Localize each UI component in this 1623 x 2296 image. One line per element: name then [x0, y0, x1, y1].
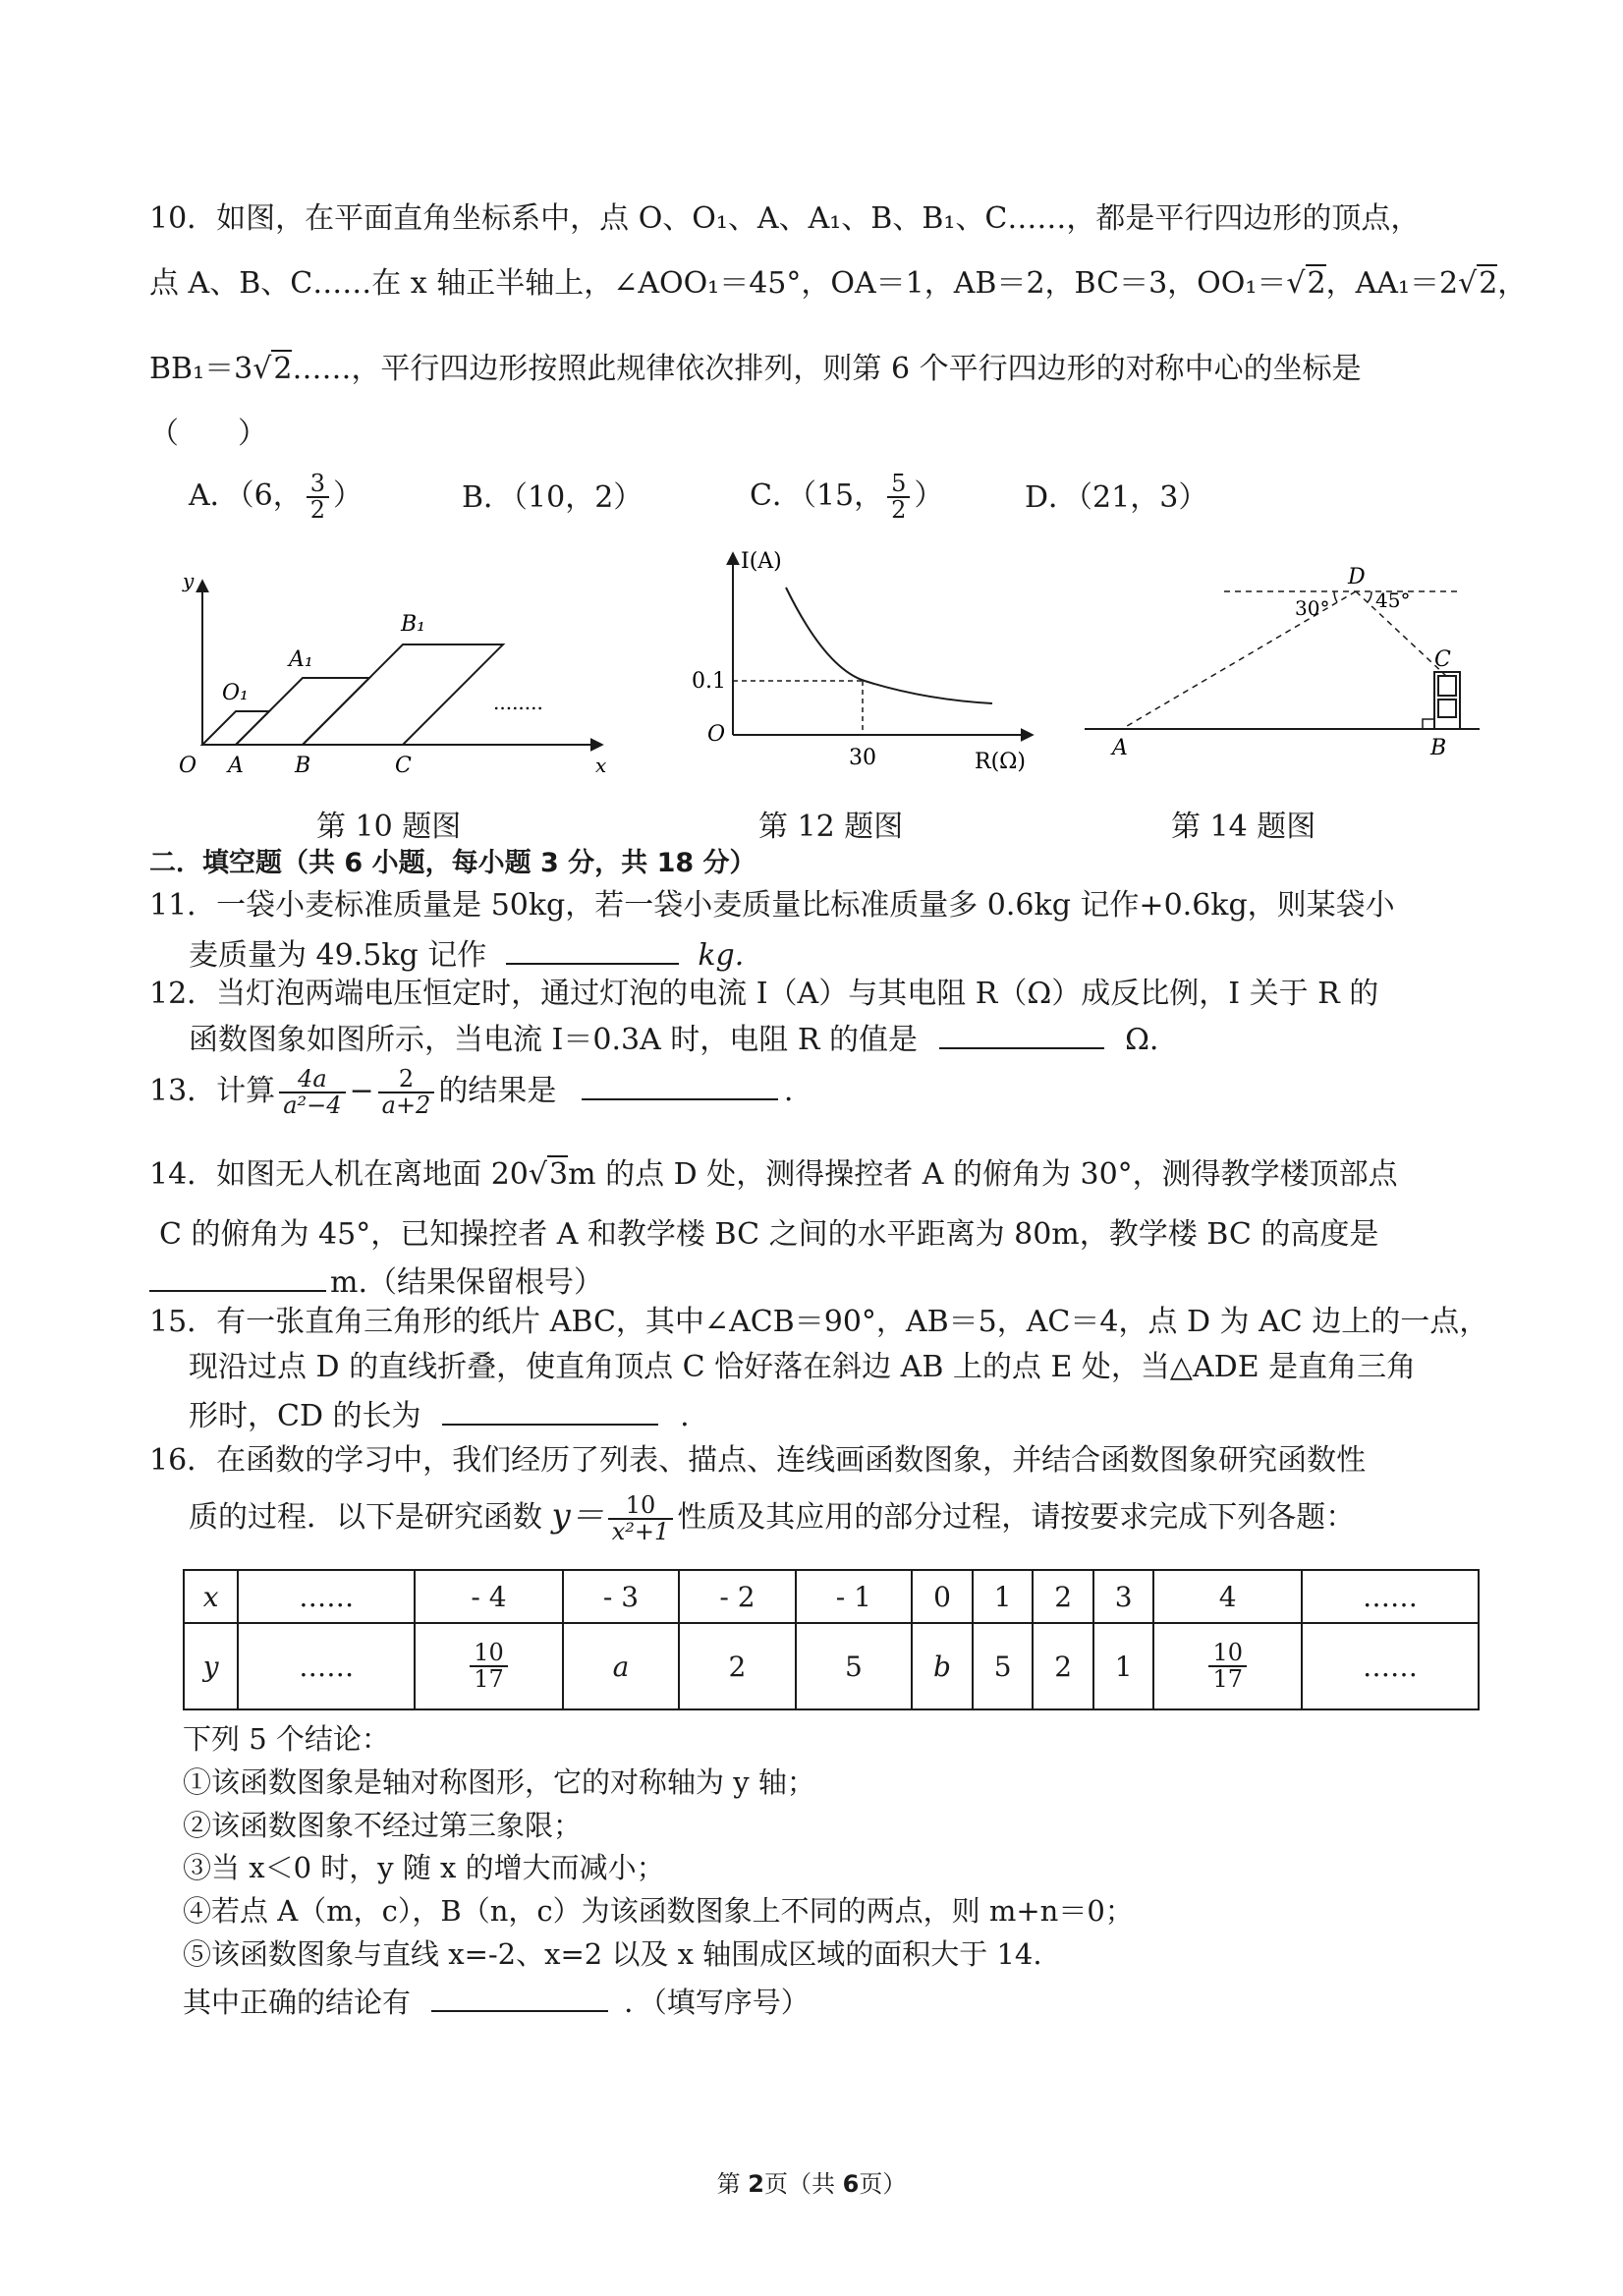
footer-post: 页） [859, 2170, 907, 2198]
fraction [279, 1067, 345, 1118]
q16-conclusion-2: ②该函数图象不经过第三象限； [183, 1809, 583, 1842]
label-r-axis: R(Ω) [975, 750, 1026, 774]
q15-line3 [189, 1394, 690, 1435]
q16-conclusion-4: ④若点 A（m，c），B（n，c）为该函数图象上不同的两点，则 m+n＝0； [183, 1894, 1134, 1928]
fn-y: y＝ [551, 1496, 604, 1537]
q10-line2 [149, 265, 1527, 303]
label-a1: A₁ [289, 647, 313, 672]
q11-line2 [189, 933, 744, 975]
q10-option-c [750, 472, 943, 523]
footer-mid: 页（共 [764, 2170, 843, 2198]
q16-conclusion-3: ③当 x＜0 时，y 随 x 的增大而减小； [183, 1851, 665, 1884]
sqrt-radicand: 3 [549, 1157, 569, 1192]
label-30: 30 [849, 746, 876, 770]
answer-blank[interactable] [939, 1018, 1104, 1049]
q10-line1: 10．如图，在平面直角坐标系中，点 O、O₁、A、A₁、B、B₁、C……，都是平行四边形的顶点， [149, 201, 1421, 236]
label-o1: O₁ [222, 681, 249, 705]
answer-blank[interactable] [582, 1069, 778, 1100]
frac-num: 10 [470, 1641, 508, 1667]
table-row-x [184, 1570, 1479, 1623]
q16-line2-b: 性质及其应用的部分过程，请按要求完成下列各题： [677, 1500, 1356, 1536]
table-cell: …… [1302, 1570, 1479, 1623]
footer-total: 6 [842, 2170, 860, 2198]
q10-line3 [149, 351, 1362, 388]
frac-num: 10 [608, 1493, 674, 1520]
label-c: C [1434, 647, 1451, 672]
answer-blank[interactable] [506, 933, 679, 965]
option-a-pre: A．（6， [189, 478, 303, 514]
q14-line1 [149, 1156, 1398, 1194]
table-cell: 3 [1093, 1570, 1154, 1623]
q10-line4: （ ） [149, 417, 267, 451]
figure-14-caption: 第 14 题图 [1171, 810, 1316, 844]
q13-post: 的结果是 [438, 1074, 557, 1109]
angle-arc-45 [1368, 591, 1371, 602]
fraction [1208, 1638, 1247, 1693]
frac-den: 17 [474, 1665, 504, 1693]
table-cell: 5 [973, 1623, 1034, 1709]
frac-den: a+2 [381, 1092, 431, 1120]
q12-line2-a: 函数图象如图所示，当电流 I＝0.3A 时，电阻 R 的值是 [189, 1023, 918, 1057]
table-cell: - 2 [679, 1570, 795, 1623]
q16-line1: 16．在函数的学习中，我们经历了列表、描点、连线画函数图象，并结合函数图象研究函数性 [149, 1443, 1367, 1478]
label-b: B [1430, 736, 1447, 760]
q16-conclusion-1: ①该函数图象是轴对称图形，它的对称轴为 y 轴； [183, 1765, 815, 1799]
figure-10-caption: 第 10 题图 [316, 810, 462, 844]
q14-line3 [149, 1260, 603, 1302]
footer-page: 2 [748, 2170, 764, 2198]
q13-pre: 13．计算 [149, 1074, 276, 1109]
table-cell: …… [238, 1623, 415, 1709]
q13-minus: − [349, 1074, 374, 1109]
table-cell: - 1 [796, 1570, 912, 1623]
parallelogram-1 [202, 711, 269, 745]
table-row-y [184, 1623, 1479, 1709]
q13-end: . [783, 1074, 794, 1109]
right-angle-mark [1423, 719, 1434, 729]
frac-den: 2 [309, 496, 326, 525]
frac-num: 2 [378, 1067, 435, 1093]
sqrt-radicand: 2 [273, 352, 293, 386]
sqrt-radicand: 2 [1479, 266, 1498, 301]
fraction [378, 1067, 435, 1118]
sqrt-radicand: 2 [1307, 266, 1326, 301]
frac-num: 5 [887, 472, 910, 498]
label-0-1: 0.1 [692, 669, 726, 694]
table-cell: - 3 [563, 1570, 679, 1623]
q14-line2: C 的俯角为 45°，已知操控者 A 和教学楼 BC 之间的水平距离为 80m，教学楼 BC 的高度是 [159, 1217, 1379, 1252]
option-a-post: ） [333, 478, 364, 514]
q13-line [149, 1067, 793, 1118]
q14-line1-b: m 的点 D 处，测得操控者 A 的俯角为 30°，测得教学楼顶部点 [568, 1157, 1398, 1192]
table-cell: 1 [973, 1570, 1034, 1623]
answer-blank[interactable] [442, 1394, 658, 1426]
q12-line2-b: Ω. [1125, 1023, 1159, 1057]
label-b: B [295, 754, 311, 778]
page-footer [0, 2164, 1623, 2199]
table-cell [1153, 1623, 1302, 1709]
q15-line3-a: 形时，CD 的长为 [189, 1399, 421, 1433]
figure-12 [688, 542, 1051, 778]
figure-14 [1075, 562, 1487, 766]
label-b1: B₁ [401, 612, 425, 637]
q10-option-b: B．（10，2） [462, 480, 644, 515]
frac-den: 2 [891, 496, 907, 525]
q11-line1: 11．一袋小麦标准质量是 50kg，若一袋小麦质量比标准质量多 0.6kg 记作+0.6kg，则某袋小 [149, 888, 1395, 923]
table-cell: x [184, 1570, 238, 1623]
table-cell: …… [1302, 1623, 1479, 1709]
q15-line2: 现沿过点 D 的直线折叠，使直角顶点 C 恰好落在斜边 AB 上的点 E 处，当△ADE 是直角三角 [189, 1350, 1417, 1384]
table-cell: - 4 [415, 1570, 563, 1623]
label-x: x [595, 754, 607, 777]
frac-den: a²−4 [283, 1092, 342, 1120]
fraction [307, 472, 329, 523]
table-cell: b [912, 1623, 973, 1709]
label-y: y [183, 569, 195, 592]
q16-answer-a: 其中正确的结论有 [183, 1986, 412, 2019]
q14-line3-text: m.（结果保留根号） [330, 1265, 603, 1300]
label-i-axis: I(A) [741, 549, 782, 574]
q10-line3-a: BB₁＝3 [149, 352, 253, 386]
q16-line2 [189, 1493, 1355, 1544]
table-cell [415, 1623, 563, 1709]
section-title: 二．填空题（共 6 小题，每小题 3 分，共 18 分） [149, 848, 756, 878]
q16-conclusion-5: ⑤该函数图象与直线 x=-2、x=2 以及 x 轴围成区域的面积大于 14. [183, 1937, 1042, 1971]
table-cell: 0 [912, 1570, 973, 1623]
answer-blank[interactable] [149, 1260, 326, 1292]
option-c-post: ） [914, 478, 944, 514]
frac-den: 17 [1212, 1665, 1243, 1693]
q10-line2-a: 点 A、B、C……在 x 轴正半轴上，∠AOO₁＝45°，OA＝1，AB＝2，BC＝3，OO₁＝ [149, 266, 1287, 301]
frac-den: x²+1 [611, 1518, 670, 1546]
building-window-top [1438, 676, 1456, 696]
table-cell: a [563, 1623, 679, 1709]
table-cell: 5 [796, 1623, 912, 1709]
sqrt-expr: √2 [252, 352, 293, 386]
label-origin: O [707, 722, 726, 747]
q10-line3-b: ……，平行四边形按照此规律依次排列，则第 6 个平行四边形的对称中心的坐标是 [292, 352, 1362, 386]
q16-answer-line [183, 1981, 810, 2020]
frac-num: 3 [307, 472, 329, 498]
label-a: A [228, 754, 244, 778]
parallelogram-3 [303, 644, 503, 745]
q11-line2-b: kg. [698, 938, 745, 973]
sqrt-expr: √3 [528, 1157, 569, 1192]
q15-line1: 15．有一张直角三角形的纸片 ABC，其中∠ACB＝90°，AB＝5，AC＝4，点 D 为 AC 边上的一点， [149, 1305, 1489, 1339]
table-cell: 4 [1153, 1570, 1302, 1623]
q10-option-a [189, 472, 363, 523]
q12-line2 [189, 1018, 1158, 1059]
option-c-pre: C．（15， [750, 478, 884, 514]
table-cell: 1 [1093, 1623, 1154, 1709]
q14-line1-a: 14．如图无人机在离地面 20 [149, 1157, 529, 1192]
q10-line2-c: ， [1497, 266, 1528, 301]
table-cell: 2 [679, 1623, 795, 1709]
sqrt-expr: √2 [1458, 266, 1498, 301]
q11-line2-a: 麦质量为 49.5kg 记作 [189, 938, 487, 973]
table-cell: …… [238, 1570, 415, 1623]
inverse-curve [786, 588, 992, 703]
frac-num: 4a [279, 1067, 345, 1093]
table-cell: y [184, 1623, 238, 1709]
label-dots: ........ [493, 691, 543, 714]
fraction [470, 1638, 508, 1693]
label-c: C [395, 754, 412, 778]
table-cell: 2 [1033, 1623, 1093, 1709]
q10-option-d: D．（21，3） [1025, 480, 1208, 515]
q16-line2-a: 质的过程．以下是研究函数 [189, 1500, 542, 1536]
label-45-deg: 45° [1375, 588, 1411, 612]
fraction [887, 472, 910, 523]
label-d: D [1348, 565, 1366, 589]
fraction [608, 1493, 674, 1544]
q10-line2-b: ，AA₁＝2 [1325, 266, 1459, 301]
figure-12-caption: 第 12 题图 [758, 810, 904, 844]
table-cell: 2 [1033, 1570, 1093, 1623]
footer-pre: 第 [716, 2170, 749, 2198]
q15-line3-b: . [680, 1399, 690, 1433]
frac-num: 10 [1208, 1641, 1247, 1667]
q16-answer-b: ．（填写序号） [624, 1986, 810, 2019]
figure-10 [169, 562, 621, 780]
angle-arc-30 [1334, 591, 1337, 602]
building-window-mid [1438, 700, 1456, 717]
q16-conclusions-intro: 下列 5 个结论： [183, 1722, 390, 1756]
label-o: O [179, 754, 197, 778]
value-table [183, 1569, 1480, 1710]
sqrt-expr: √2 [1286, 266, 1326, 301]
label-a: A [1112, 736, 1128, 760]
answer-blank[interactable] [431, 1981, 608, 2012]
q12-line1: 12．当灯泡两端电压恒定时，通过灯泡的电流 I（A）与其电阻 R（Ω）成反比例，I 关于 R 的 [149, 977, 1379, 1011]
label-30-deg: 30° [1295, 596, 1330, 620]
